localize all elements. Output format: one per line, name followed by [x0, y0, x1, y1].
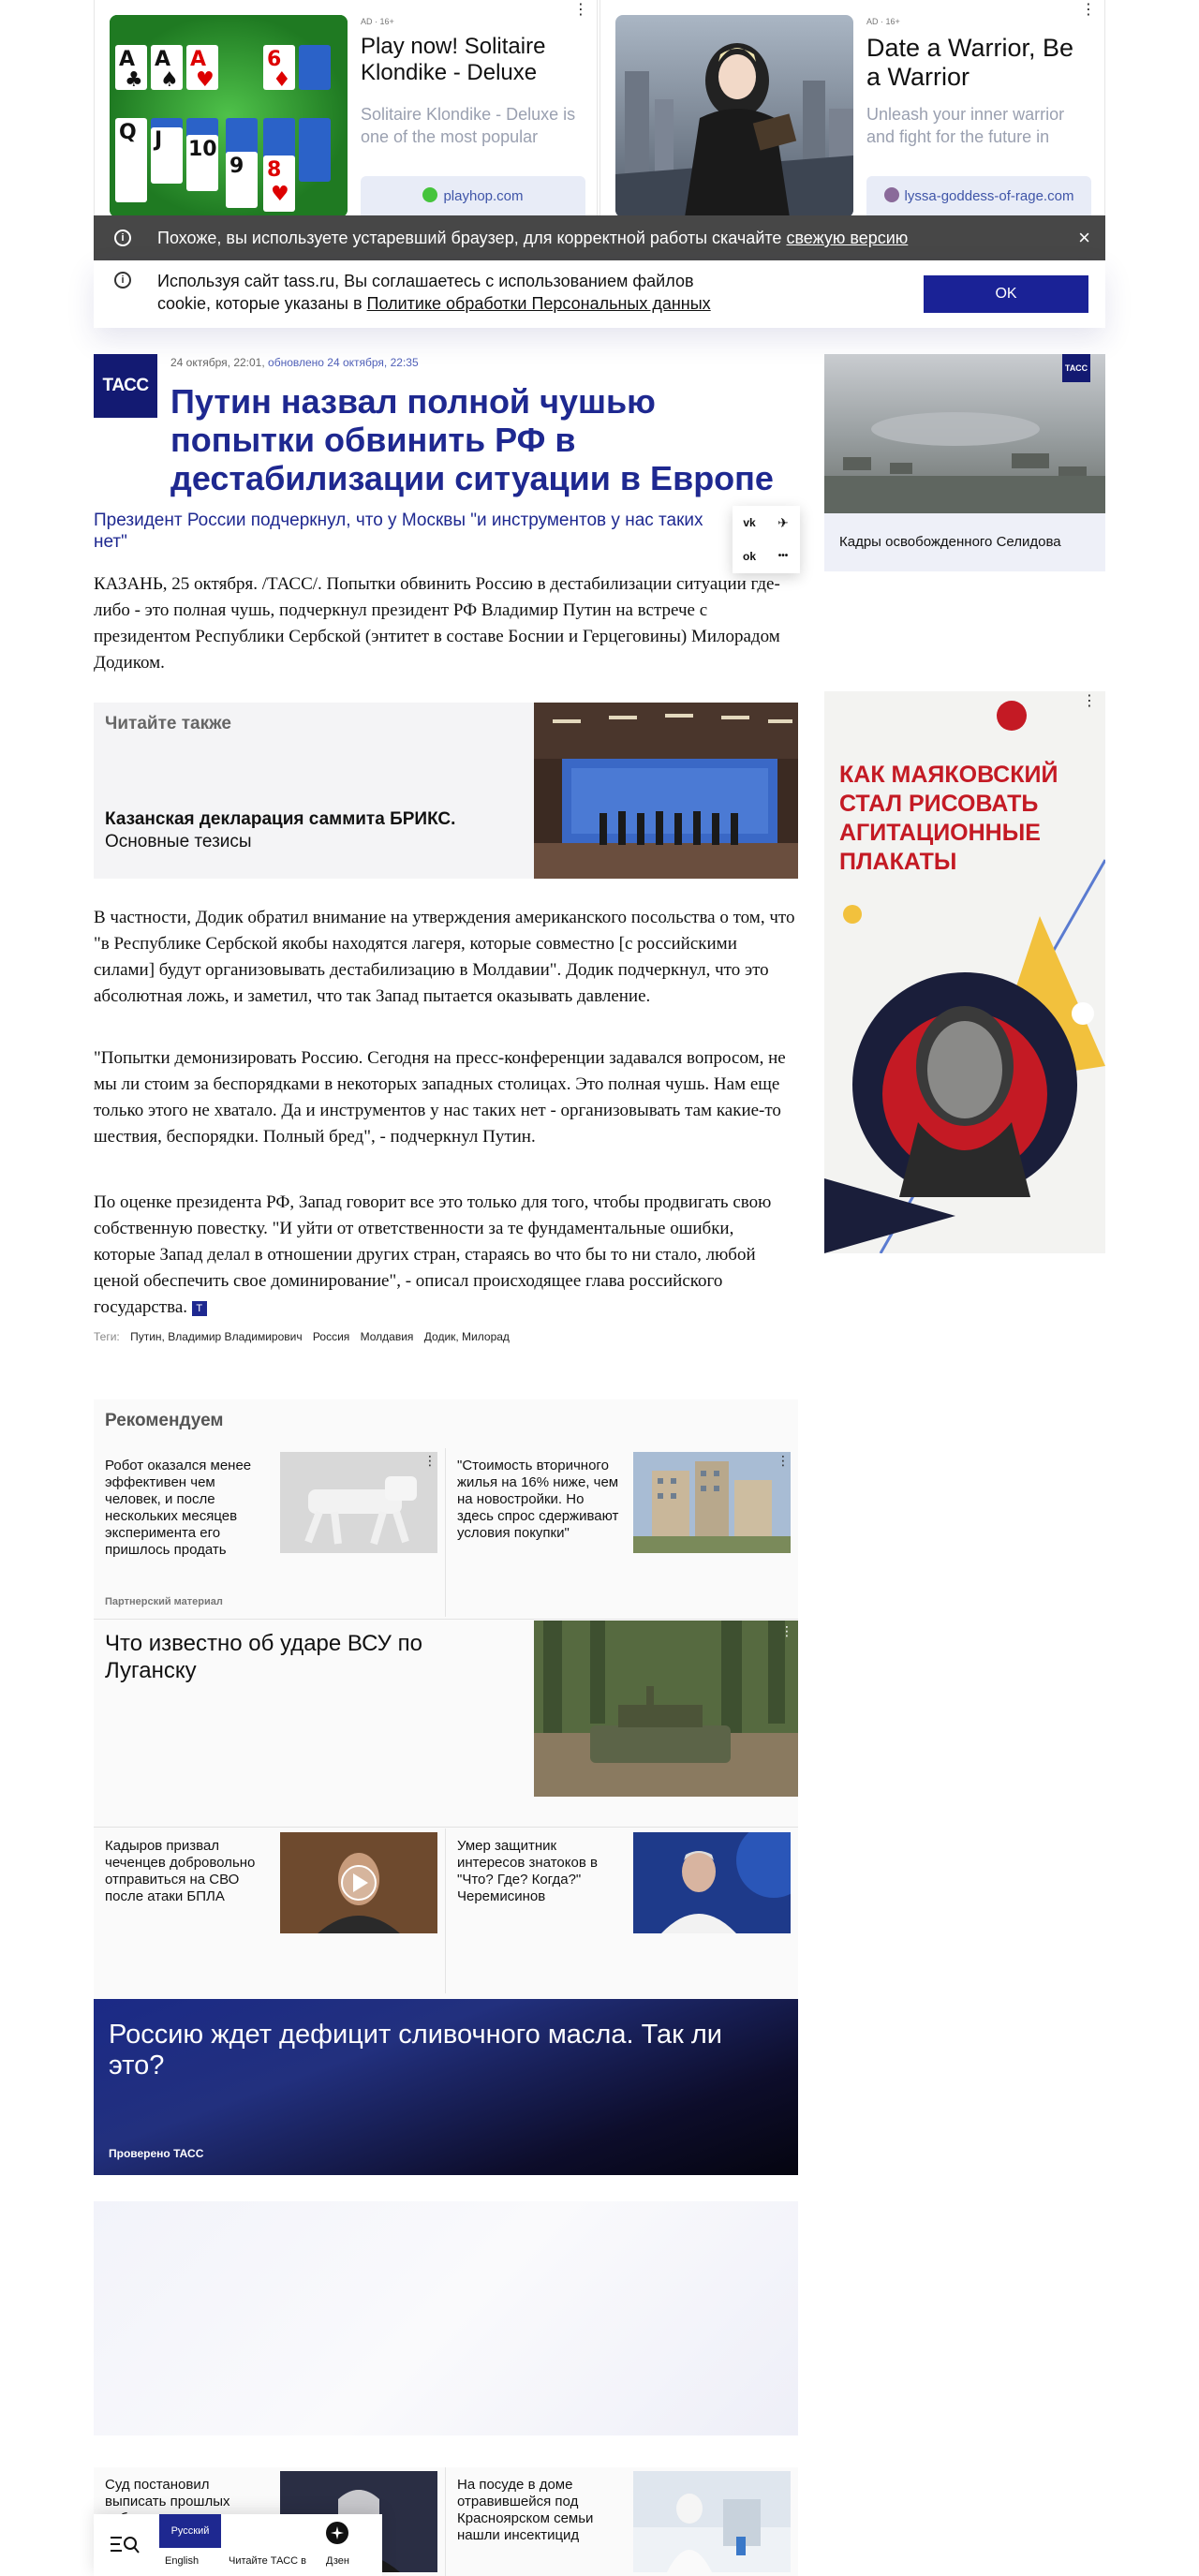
divider [445, 1448, 446, 1617]
article-paragraph-1: КАЗАНЬ, 25 октября. /ТАСС/. Попытки обвинить Россию в дестабилизации ситуации где-либо - это полная чушь, подчеркнул президент РФ Владимир Путин на встрече с президентом Республики Сербской (энтитет в составе Боснии и Герцеговины) Милорадом Додиком. [94, 574, 780, 673]
svg-text:8: 8 [267, 158, 282, 182]
rec-big-image[interactable] [534, 1621, 798, 1797]
ad-label: AD · 16+ [361, 17, 394, 26]
sidebar-video-card[interactable] [824, 354, 1105, 571]
cookie-ok-button[interactable]: OK [924, 275, 1088, 313]
recommended-title: Рекомендуем [105, 1411, 224, 1430]
svg-text:♥: ♥ [196, 68, 215, 92]
rec-big-card[interactable] [94, 1621, 798, 1797]
info-icon: i [114, 272, 131, 289]
rec-card-image[interactable] [280, 1452, 437, 1553]
ad-menu-icon[interactable]: ⋮ [1081, 2, 1095, 18]
rec-card-image[interactable] [633, 2471, 791, 2572]
sidebar-ad-mayakovsky[interactable] [824, 691, 1105, 1253]
sidebar-ad-title[interactable]: КАК МАЯКОВСКИЙ СТАЛ РИСОВАТЬ АГИТАЦИОННЫЕ ПЛАКАТЫ [839, 762, 1058, 875]
article-paragraph-4 [94, 1190, 798, 1321]
fact-check-tag: Проверено ТАСС [109, 2147, 204, 2160]
ad-menu-icon[interactable]: ⋮ [573, 2, 587, 18]
article-updated: обновлено 24 октября, 22:35 [264, 356, 419, 369]
ad-description[interactable]: Solitaire Klondike - Deluxe is one of the most popular [361, 105, 576, 146]
tag-link[interactable]: Додик, Милорад [423, 1330, 510, 1343]
rec-card-menu-icon[interactable]: ⋮ [423, 1453, 436, 1468]
article-meta [170, 356, 419, 369]
more-share-icon[interactable]: ••• [777, 551, 789, 561]
rec-card-image[interactable] [280, 1832, 437, 1933]
tags-label: Теги: [94, 1330, 120, 1343]
divider [94, 1619, 798, 1620]
sidebar-tass-logo: ТАСС [1062, 354, 1090, 382]
lang-russian[interactable]: Русский [159, 2514, 221, 2548]
svg-text:♠: ♠ [160, 68, 179, 92]
rec-card-image[interactable] [633, 1452, 791, 1553]
tags-row [94, 1330, 510, 1343]
divider [94, 1827, 798, 1828]
fact-check-banner[interactable] [94, 1999, 798, 2175]
vk-share-icon[interactable]: vk [743, 516, 756, 529]
ad-placeholder [94, 2201, 798, 2435]
rec-card-text[interactable]: На посуде в доме отравившейся под Красноярском семьи нашли инсектицид [457, 2477, 594, 2543]
cookie-text [157, 270, 711, 315]
rec-card[interactable] [94, 1828, 445, 1993]
menu-search-button[interactable] [94, 2514, 159, 2576]
rec-card[interactable] [94, 1448, 445, 1617]
ad-title[interactable]: Play now! Solitaire Klondike - Deluxe [361, 34, 546, 85]
article-paragraph-2: В частности, Додик обратил внимание на утверждения американского посольства о том, что "в Республике Сербской якобы находятся лагеря, которые совместно [с российскими силами] будут организовывать дестабилизацию в Молдавии". Додик подчеркнул, что это абсолютная ложь, и заметил, что так Запад пытается оказывать давление. [94, 908, 795, 1006]
ad-card-warrior[interactable] [600, 0, 1105, 217]
ad-domain-button[interactable] [361, 176, 585, 217]
rec-card-menu-icon[interactable]: ⋮ [780, 1623, 792, 1638]
article-paragraph-3: "Попытки демонизировать Россию. Сегодня на пресс-конференции задавался вопросом, не мы ли стоим за беспорядками в некоторых западных столицах. Это полная чушь. Нам еще только этого не хватало. Да и инструментов у нас таких нет - организовывать там какие-то шествия, беспорядки. Полный бред", - подчеркнул Путин. [94, 1048, 786, 1147]
read-also-image[interactable] [534, 703, 798, 879]
bottom-nav [94, 2514, 382, 2576]
fact-check-title[interactable]: Россию ждет дефицит сливочного масла. Так ли это? [109, 2020, 722, 2080]
read-tass-label: Читайте ТАСС в [229, 2555, 306, 2567]
sidebar-video-image[interactable] [824, 354, 1105, 513]
rec-card-text[interactable]: Робот оказался менее эффективен чем человек, и после нескольких месяцев эксперимента его пришлось продать [105, 1458, 252, 1558]
privacy-policy-link[interactable]: Политике обработки Персональных данных [366, 294, 711, 313]
cookie-line-2 [157, 292, 711, 315]
svg-text:Q: Q [119, 121, 137, 144]
rec-card[interactable] [446, 1828, 798, 1993]
ad-favicon-icon [884, 187, 899, 202]
ad-label: AD · 16+ [866, 17, 900, 26]
browser-warning-bar [94, 215, 1105, 260]
cookie-notice [94, 260, 1105, 328]
dzen-link[interactable] [315, 2514, 382, 2576]
rec-card[interactable] [446, 1448, 798, 1617]
rec-card-text[interactable]: Кадыров призвал чеченцев добровольно отправиться на СВО после атаки БПЛА [105, 1838, 256, 1904]
article-paragraph-4-text: По оценке президента РФ, Запад говорит все это только для того, чтобы продвигать свою собственную повестку. "И уйти от ответственности за те фундаментальные ошибки, которые Запад делал в отношении других стран, стараясь во что бы то ни стало, любой ценой обеспечить свое доминирование", - описал происходящее глава российского государства. [94, 1192, 772, 1317]
browser-warning-message: Похоже, вы используете устаревший браузер, для корректной работы скачайте [157, 229, 787, 247]
cookie-line-2-text: cookie, которые указаны в [157, 294, 367, 313]
article-title: Путин назвал полной чушью попытки обвинить РФ в дестабилизации ситуации в Европе [170, 382, 774, 497]
language-switcher[interactable] [159, 2514, 221, 2576]
svg-text:♦: ♦ [273, 68, 291, 92]
lang-english[interactable]: English [165, 2555, 200, 2567]
tag-link[interactable]: Россия [312, 1330, 350, 1343]
dzen-label[interactable]: Дзен [326, 2555, 349, 2567]
rec-card-menu-icon[interactable]: ⋮ [777, 1453, 789, 1468]
svg-text:9: 9 [229, 155, 244, 178]
read-also-headline[interactable]: Казанская декларация саммита БРИКС. [105, 809, 456, 829]
menu-search-icon [111, 2535, 141, 2555]
rec-card-text[interactable]: "Стоимость вторичного жилья на 16% ниже, чем на новостройки. Но здесь спрос сдерживают условия покупки" [457, 1458, 619, 1541]
dzen-icon [326, 2522, 348, 2544]
divider [445, 2467, 446, 2576]
info-icon: i [114, 229, 131, 246]
svg-text:A: A [155, 48, 171, 71]
read-also-block[interactable] [94, 703, 798, 879]
ok-share-icon[interactable]: ok [742, 550, 756, 563]
partner-label: Партнерский материал [105, 1596, 223, 1607]
tag-link[interactable]: Молдавия [360, 1330, 414, 1343]
read-tass-in [221, 2514, 315, 2576]
read-also-title: Читайте также [105, 714, 231, 733]
svg-text:♥: ♥ [271, 183, 289, 206]
browser-update-link[interactable]: свежую версию [786, 229, 909, 247]
close-icon[interactable]: × [1078, 226, 1090, 249]
rec-card-text[interactable]: Суд постановил выписать прошлых [105, 2477, 230, 2509]
ad-domain: lyssa-goddess-of-rage.com [904, 188, 1074, 204]
read-also-subtitle[interactable]: Основные тезисы [105, 832, 252, 851]
ad-image-warrior[interactable] [615, 15, 853, 217]
svg-text:10: 10 [188, 138, 217, 161]
svg-text:A: A [190, 48, 207, 71]
svg-text:J: J [155, 128, 163, 152]
share-panel [733, 506, 800, 573]
ad-domain-button[interactable] [866, 176, 1091, 217]
tag-link[interactable]: Путин, Владимир Владимирович [130, 1330, 303, 1343]
divider [445, 1828, 446, 1993]
rec-card-image[interactable] [633, 1832, 791, 1933]
rec-card-text[interactable]: Умер защитник интересов знатоков в "Что? Где? Когда?" Черемисинов [457, 1838, 598, 1904]
article-date: 24 октября, 22:01, [170, 356, 265, 369]
svg-text:♣: ♣ [125, 68, 143, 92]
svg-text:6: 6 [267, 48, 282, 71]
ad-domain: playhop.com [443, 188, 524, 204]
ad-card-solitaire[interactable] [94, 0, 598, 217]
telegram-share-icon[interactable]: ✈ [777, 515, 789, 530]
rec-big-title[interactable]: Что известно об ударе ВСУ по Луганску [105, 1631, 422, 1683]
svg-text:A: A [119, 48, 136, 71]
sidebar-video-caption[interactable]: Кадры освобожденного Селидова [839, 534, 1061, 550]
ad-favicon-icon [422, 187, 437, 202]
tass-logo[interactable]: ТАСС [94, 354, 157, 418]
ad-image-solitaire[interactable] [110, 15, 348, 217]
ad-title[interactable]: Date a Warrior, Be a Warrior [866, 34, 1074, 91]
end-mark-icon: Т [192, 1301, 207, 1316]
ad-menu-icon[interactable]: ⋮ [1082, 693, 1096, 709]
ad-description[interactable]: Unleash your inner warrior and fight for the future in [866, 105, 1065, 146]
article-lead: Президент России подчеркнул, что у Москвы "и инструментов у нас таких нет" [94, 511, 703, 552]
rec-card[interactable] [446, 2467, 798, 2576]
browser-warning-text [157, 215, 908, 260]
cookie-line-1: Используя сайт tass.ru, Вы соглашаетесь с использованием файлов [157, 272, 694, 290]
